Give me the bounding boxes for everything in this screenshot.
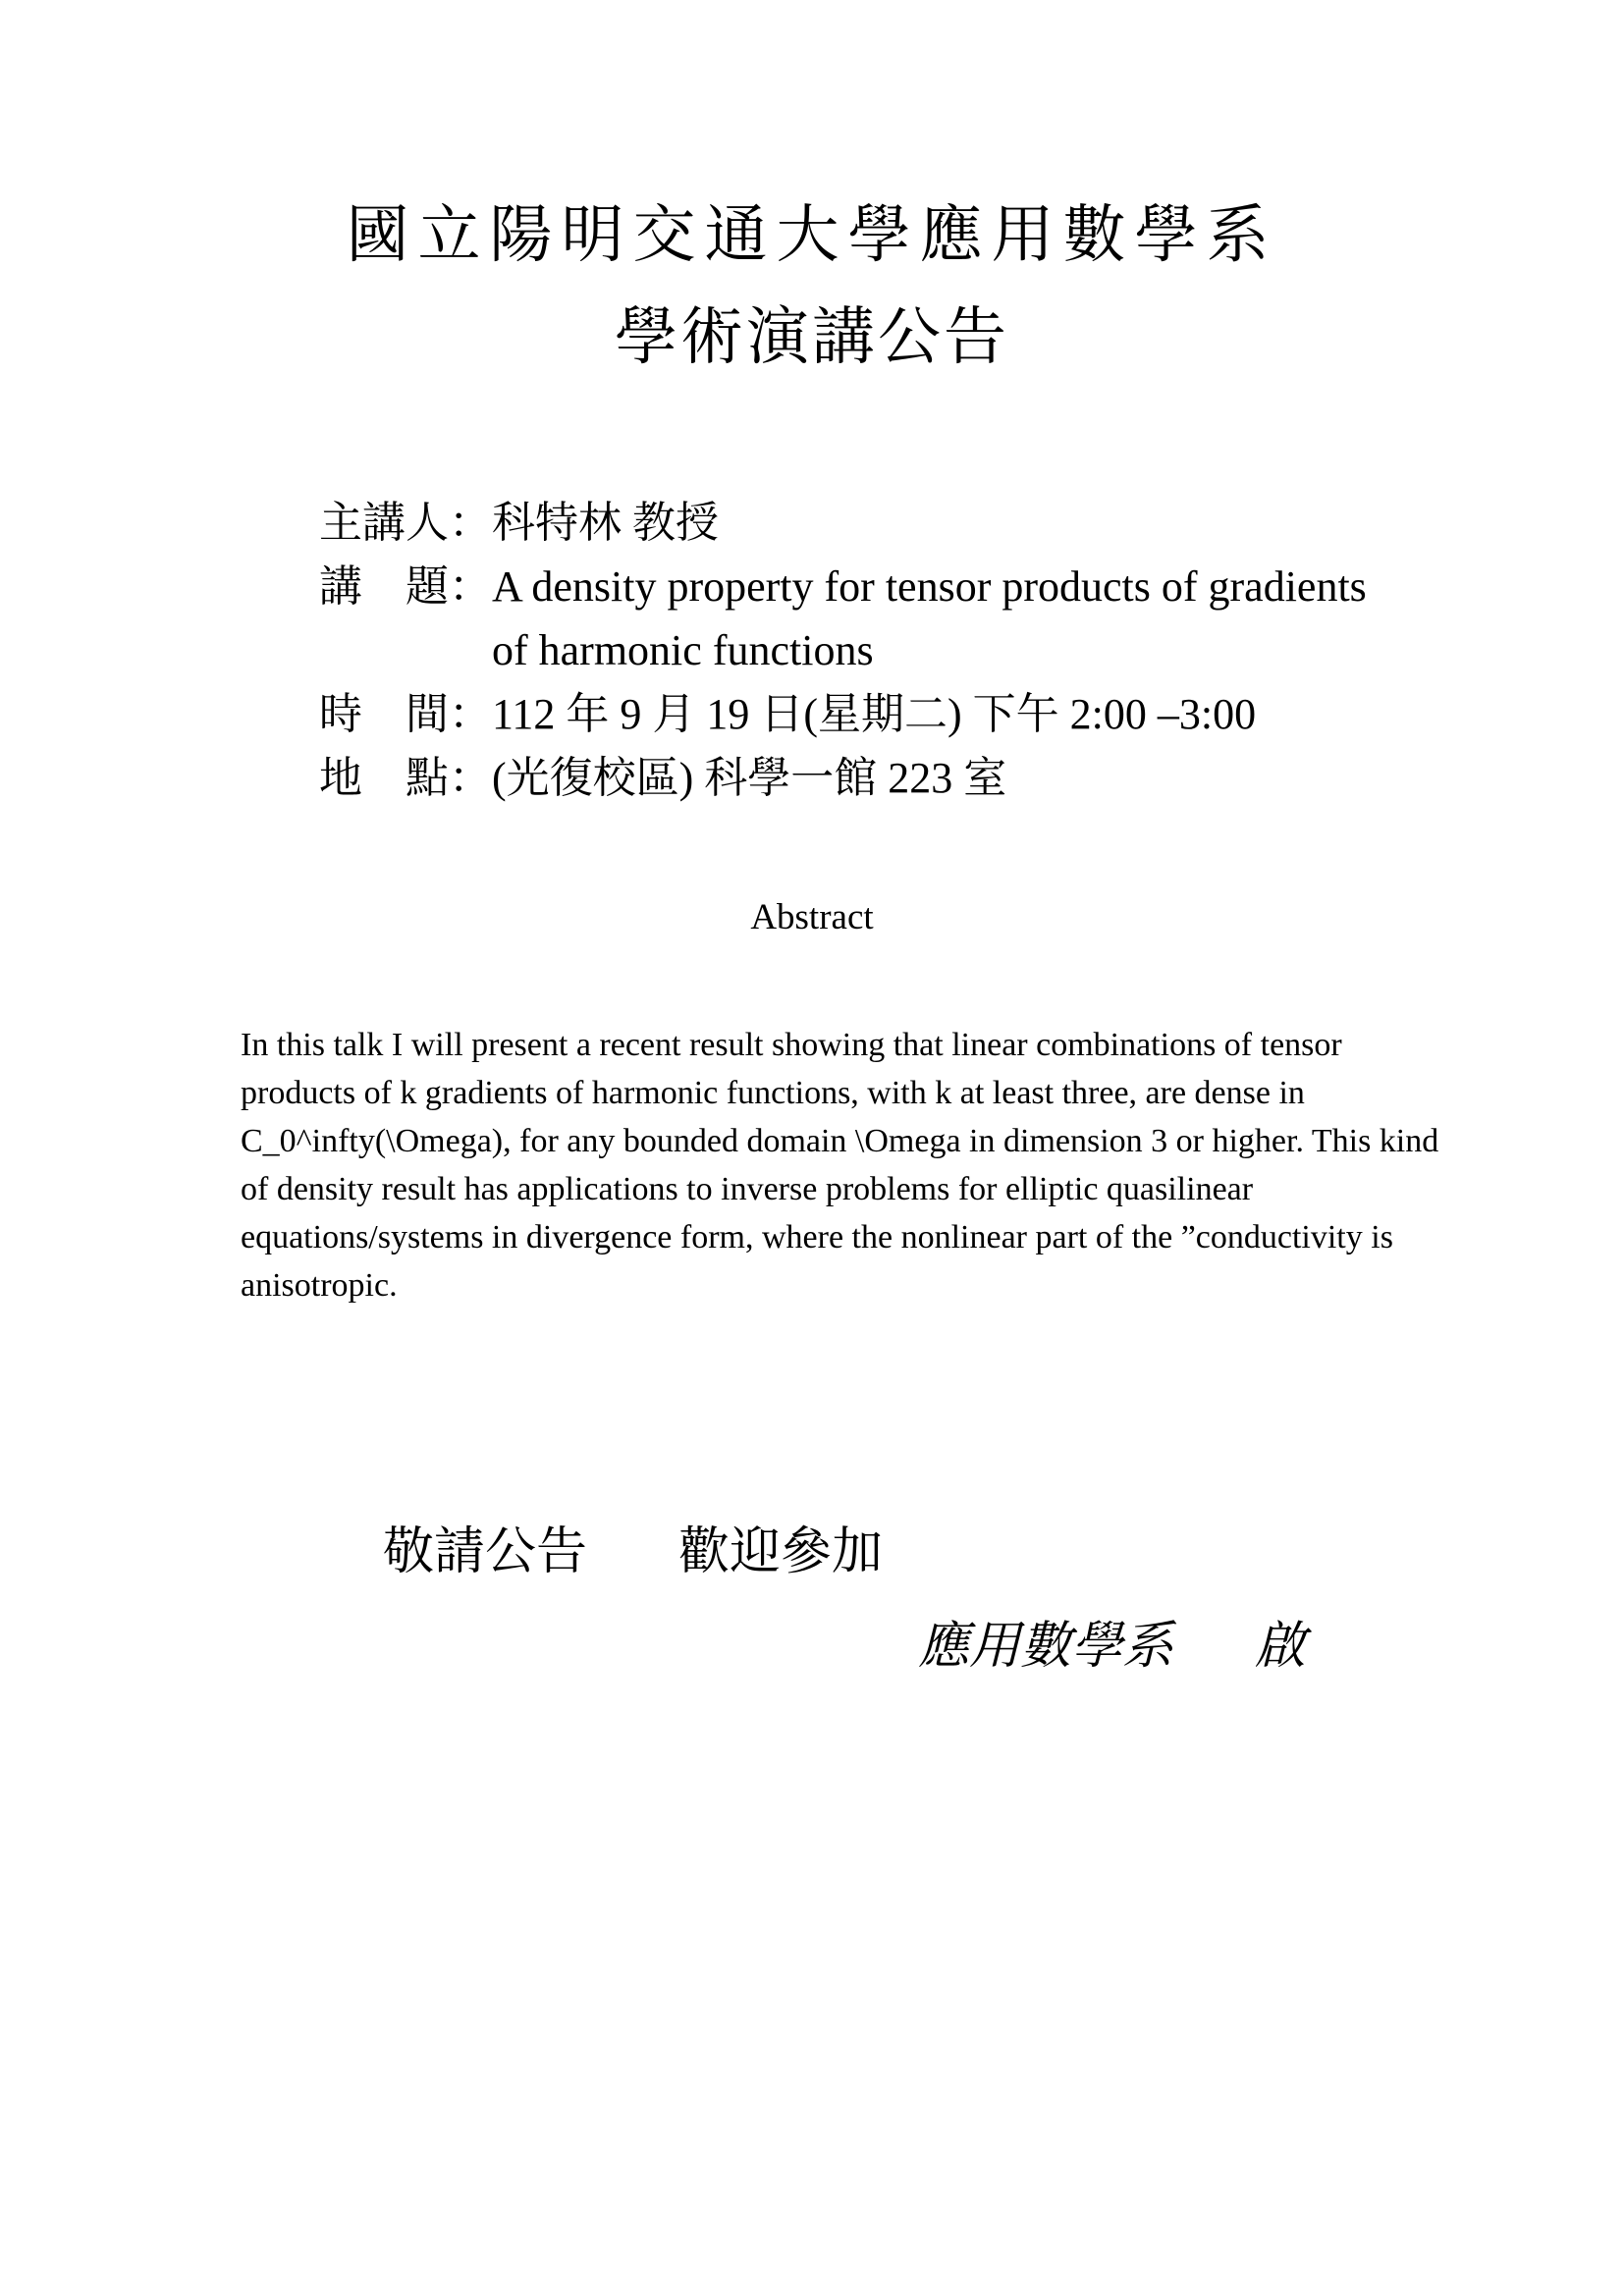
footer-announce-line (383, 1524, 884, 1580)
location-row (319, 746, 1006, 810)
document-title-line2: 學術演講公告 (615, 302, 1009, 372)
abstract-line: equations/systems in divergence form, where the nonlinear part of the ”conductivity is (241, 1219, 1393, 1255)
footer-notice: 敬請公告 (383, 1524, 588, 1580)
footer-welcome: 歡迎參加 (678, 1524, 884, 1580)
time-row (319, 682, 1256, 746)
abstract-line: products of k gradients of harmonic functions, with k at least three, are dense in (241, 1075, 1305, 1111)
footer-signature-line (918, 1619, 1307, 1675)
topic-label: 講 題 (319, 562, 449, 611)
document-title-line1: 國立陽明交通大學應用數學系 (346, 200, 1278, 270)
location-label: 地 點 (319, 754, 449, 802)
time-value: 112 年 9 月 19 日(星期二) 下午 2:00 –3:00 (492, 690, 1257, 738)
abstract-heading: Abstract (750, 897, 874, 937)
location-colon: ： (449, 754, 492, 802)
speaker-row (319, 491, 719, 555)
speaker-label: 主講人 (319, 499, 449, 547)
footer-signer: 應用數學系 (918, 1619, 1174, 1675)
abstract-line: anisotropic. (241, 1267, 398, 1304)
speaker-value: 科特林 教授 (492, 499, 719, 547)
abstract-line: of density result has applications to inverse problems for elliptic quasilinear (241, 1171, 1254, 1207)
time-label: 時 間 (319, 690, 449, 738)
topic-value-line1: A density property for tensor products of gradients (492, 562, 1367, 611)
topic-value-line2: of harmonic functions (492, 626, 874, 674)
topic-colon: ： (449, 562, 492, 611)
topic-row (319, 555, 1367, 682)
location-value: (光復校區) 科學一館 223 室 (492, 754, 1007, 802)
abstract-body (241, 1021, 1438, 1309)
time-colon: ： (449, 690, 492, 738)
footer-signer-suffix: 啟 (1255, 1619, 1307, 1675)
abstract-line: In this talk I will present a recent result showing that linear combinations of tensor (241, 1027, 1342, 1063)
abstract-line: C_0^infty(\Omega), for any bounded domain \Omega in dimension 3 or higher. This kind (241, 1123, 1439, 1159)
topic-value (492, 555, 1367, 682)
speaker-colon: ： (449, 499, 492, 547)
